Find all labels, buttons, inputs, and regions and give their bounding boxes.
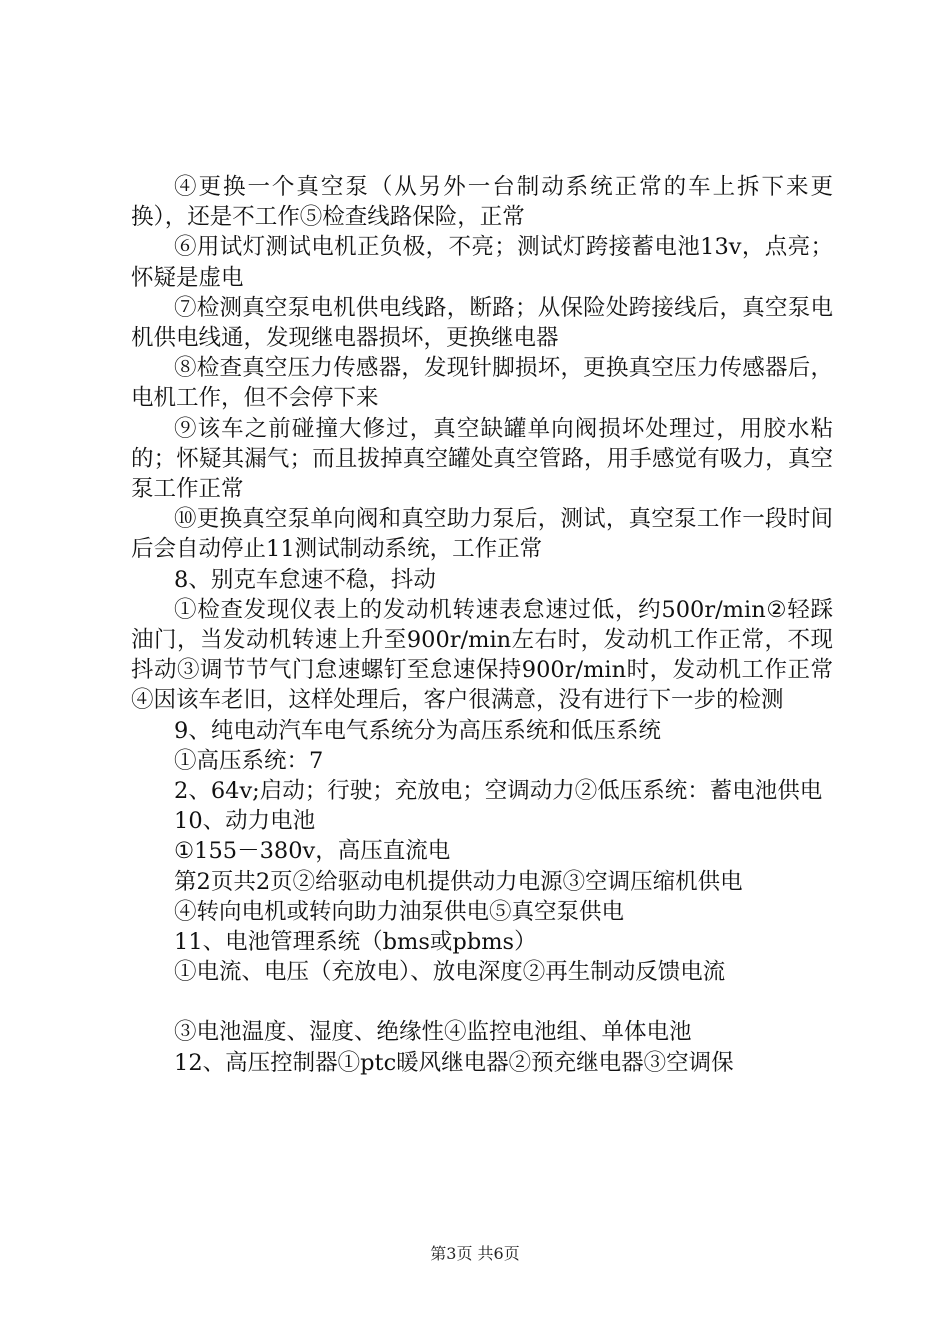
paragraph: ⑦检测真空泵电机供电线路，断路；从保险处跨接线后，真空泵电机供电线通，发现继电器损坏，更换继电器: [131, 294, 833, 352]
document-body: [131, 172, 833, 1078]
paragraph: ①高压系统：7: [174, 747, 324, 774]
section-heading: 9、纯电动汽车电气系统分为高压系统和低压系统: [174, 717, 661, 744]
paragraph: ③电池温度、湿度、绝缘性④监控电池组、单体电池: [174, 1019, 692, 1046]
paragraph: ④更换一个真空泵（从另外一台制动系统正常的车上拆下来更换），还是不工作⑤检查线路保险，正常: [131, 174, 833, 231]
paragraph: ①155－380v，高压直流电: [174, 838, 451, 865]
section-heading: 10、动力电池: [174, 808, 316, 835]
paragraph: ①电流、电压（充放电）、放电深度②再生制动反馈电流: [174, 959, 726, 986]
section-heading: 8、别克车怠速不稳，抖动: [174, 566, 436, 593]
paragraph: 12、高压控制器①ptc暖风继电器②预充继电器③空调保: [174, 1049, 734, 1076]
paragraph: ①检查发现仪表上的发动机转速表怠速过低，约500r/min②轻踩油门，当发动机转速上升至900r/min左右时，发动机工作正常，不现抖动③调节节气门怠速螺钉至怠速保持900r/min时，发动机工作正常④因该车老旧，这样处理后，客户很满意，没有进行下一步的检测: [131, 596, 833, 714]
paragraph: ⑥用试灯测试电机正负极，不亮；测试灯跨接蓄电池13v，点亮；怀疑是虚电: [131, 234, 833, 291]
paragraph: ⑩更换真空泵单向阀和真空助力泵后，测试，真空泵工作一段时间后会自动停止11测试制动系统，工作正常: [131, 506, 833, 563]
page-footer: [0, 1244, 950, 1264]
paragraph: ④转向电机或转向助力油泵供电⑤真空泵供电: [174, 898, 625, 925]
section-heading: 11、电池管理系统（bms或pbms）: [174, 929, 537, 956]
paragraph: ⑧检查真空压力传感器，发现针脚损坏，更换真空压力传感器后，电机工作，但不会停下来: [131, 355, 833, 412]
paragraph: 2、64v;启动；行驶；充放电；空调动力②低压系统：蓄电池供电: [174, 778, 823, 805]
page-number-label: 第3页 共6页: [430, 1244, 520, 1263]
paragraph: 第2页共2页②给驱动电机提供动力电源③空调压缩机供电: [174, 868, 743, 895]
paragraph: ⑨该车之前碰撞大修过，真空缺罐单向阀损坏处理过，用胶水粘的；怀疑其漏气；而且拔掉真空罐处真空管路，用手感觉有吸力，真空泵工作正常: [131, 415, 833, 503]
